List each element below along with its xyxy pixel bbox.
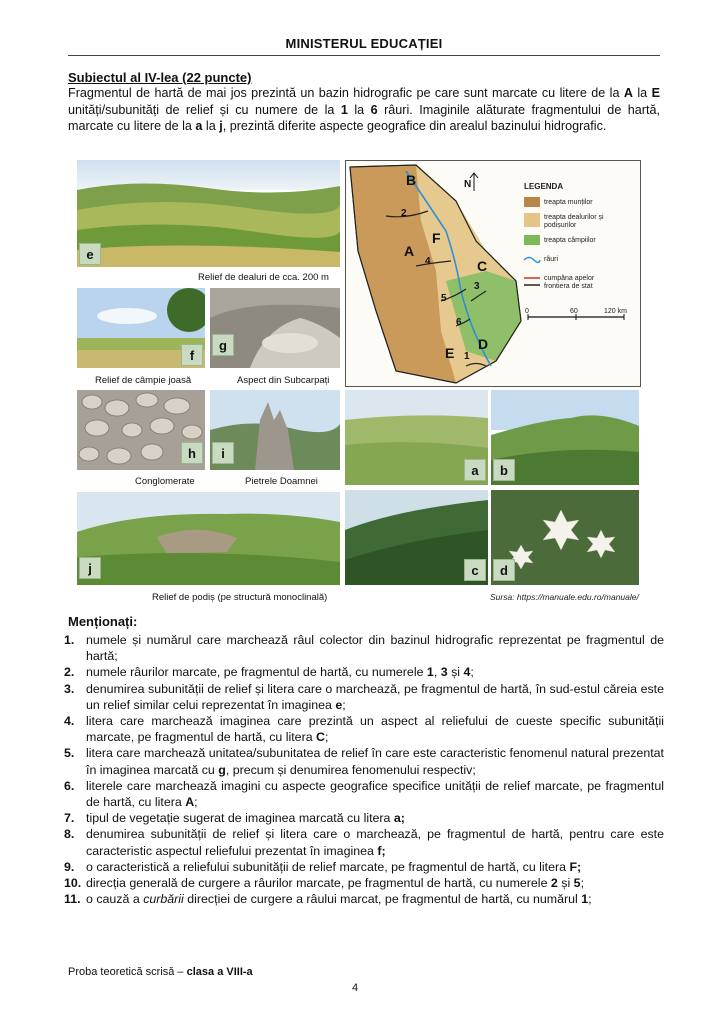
image-b-badge: b xyxy=(493,459,515,481)
question-item: 5. litera care marchează unitatea/subunitatea de relief în care este caracteristic fenomenul natural prezentat în imaginea marcată cu g, precum și denumirea fenomenului respectiv; xyxy=(64,746,664,777)
image-f-badge: f xyxy=(181,344,203,366)
image-i xyxy=(210,390,340,470)
legend-title: LEGENDA xyxy=(524,182,564,191)
river-6: 6 xyxy=(456,317,462,328)
question-item: 10. direcția generală de curgere a râurilor marcate, pe fragmentul de hartă, cu numerele 2 și 5; xyxy=(64,876,585,891)
legend-divide: cumpăna apelor xyxy=(544,275,595,282)
footer: Proba teoretică scrisă – clasa a VIII-a xyxy=(68,966,253,978)
legend-swatch-mountains xyxy=(524,197,540,207)
page-number: 4 xyxy=(352,982,359,994)
image-source: Sursa: https://manuale.edu.ro/manuale/ xyxy=(490,592,639,602)
questions-heading: Menționați: xyxy=(68,614,138,629)
image-j xyxy=(77,492,340,585)
map-letter-A: A xyxy=(404,243,415,259)
legend-hills: treapta dealurilor și xyxy=(544,214,604,221)
image-a-badge: a xyxy=(464,459,486,481)
question-item: 6. literele care marchează imagini cu aspecte geografice specifice unității de relief marcate, pe fragmentul de hartă, cu litera A; xyxy=(64,778,664,810)
map-letter-B: B xyxy=(406,172,417,188)
document-header: MINISTERUL EDUCAȚIEI xyxy=(285,36,443,51)
question-item: 2. numele râurilor marcate, pe fragmentul de hartă, cu numerele 1, 3 și 4; xyxy=(64,665,474,680)
legend-plains: treapta câmpiilor xyxy=(544,237,596,244)
image-c-badge: c xyxy=(464,559,486,581)
legend-border: frontiera de stat xyxy=(544,283,593,290)
north-label: N xyxy=(464,179,472,190)
question-item: 7. tipul de vegetație sugerat de imaginea marcată cu litera a; xyxy=(64,811,405,826)
subject-title: Subiectul al IV-lea (22 puncte) xyxy=(68,70,252,85)
image-c xyxy=(345,490,488,585)
caption-f: Relief de câmpie joasă xyxy=(95,375,192,386)
image-a xyxy=(345,390,488,485)
river-2: 2 xyxy=(401,208,407,219)
caption-g: Aspect din Subcarpați xyxy=(237,375,330,386)
map-letter-E: E xyxy=(445,345,455,361)
legend-hills-2: podișurilor xyxy=(544,222,577,229)
map-fragment xyxy=(345,160,641,387)
map-letter-D: D xyxy=(478,336,489,352)
image-j-badge: j xyxy=(79,557,101,579)
image-g-badge: g xyxy=(212,334,234,356)
caption-h: Conglomerate xyxy=(135,476,195,487)
map-letter-F: F xyxy=(432,230,441,246)
caption-j: Relief de podiș (pe structură monoclinală) xyxy=(152,592,328,603)
image-i-badge: i xyxy=(212,442,234,464)
image-h xyxy=(77,390,205,470)
legend-swatch-plains xyxy=(524,235,540,245)
river-4: 4 xyxy=(425,256,431,267)
image-f xyxy=(77,288,205,368)
question-item: 3. denumirea subunității de relief și litera care o marchează, pe fragmentul de hartă, în sud-estul căreia este un relief similar celui reprezentat în imaginea e; xyxy=(64,681,664,712)
scale-60: 60 xyxy=(570,308,578,315)
caption-e: Relief de dealuri de cca. 200 m xyxy=(198,272,329,283)
map-letter-C: C xyxy=(477,258,488,274)
river-1: 1 xyxy=(464,351,470,362)
image-g xyxy=(210,288,340,368)
question-item: 4. litera care marchează imaginea care prezintă un aspect al reliefului de cueste specific subunității marcate, pe fragmentul de hartă, cu litera C; xyxy=(64,714,664,745)
question-item: 11. o cauză a curbării direcției de curgere a râului marcat, pe fragmentul de hartă, cu numărul 1; xyxy=(64,892,592,907)
river-3: 3 xyxy=(474,281,480,292)
question-item: 9. o caracteristică a reliefului subunității de relief marcate, pe fragmentul de hartă, cu litera F; xyxy=(64,859,582,874)
image-d xyxy=(491,490,639,585)
legend-mountains: treapta munților xyxy=(544,199,593,206)
scale-120: 120 km xyxy=(604,308,627,315)
intro-paragraph: Fragmentul de hartă de mai jos prezintă un bazin hidrografic pe care sunt marcate cu litere de la A la E unități/subunități de relief și cu numere de la 1 la 6 râuri. Imaginile alăturate fragmentului de hartă, marcate cu litere de la a la j, prezintă diferite aspecte geografice din arealul bazinului hidrografic. xyxy=(68,86,660,134)
question-list xyxy=(64,632,664,907)
image-e xyxy=(77,160,340,267)
question-item: 8. denumirea subunității de relief și litera care o marchează, pe fragmentul de hartă, pentru care este caracteristic aspectul reliefului prezentat în imaginea f; xyxy=(64,827,664,858)
legend-swatch-hills xyxy=(524,213,540,227)
caption-i: Pietrele Doamnei xyxy=(245,476,318,487)
river-5: 5 xyxy=(441,293,447,304)
scale-0: 0 xyxy=(525,308,529,315)
header-rule xyxy=(68,55,660,56)
legend-river-icon xyxy=(524,258,540,263)
question-item: 1. numele și numărul care marchează râul colector din bazinul hidrografic reprezentat pe fragmentul de hartă; xyxy=(64,633,664,664)
image-d-badge: d xyxy=(493,559,515,581)
image-e-badge: e xyxy=(79,243,101,265)
image-b xyxy=(491,390,639,485)
legend-rivers: râuri xyxy=(544,256,559,263)
image-h-badge: h xyxy=(181,442,203,464)
